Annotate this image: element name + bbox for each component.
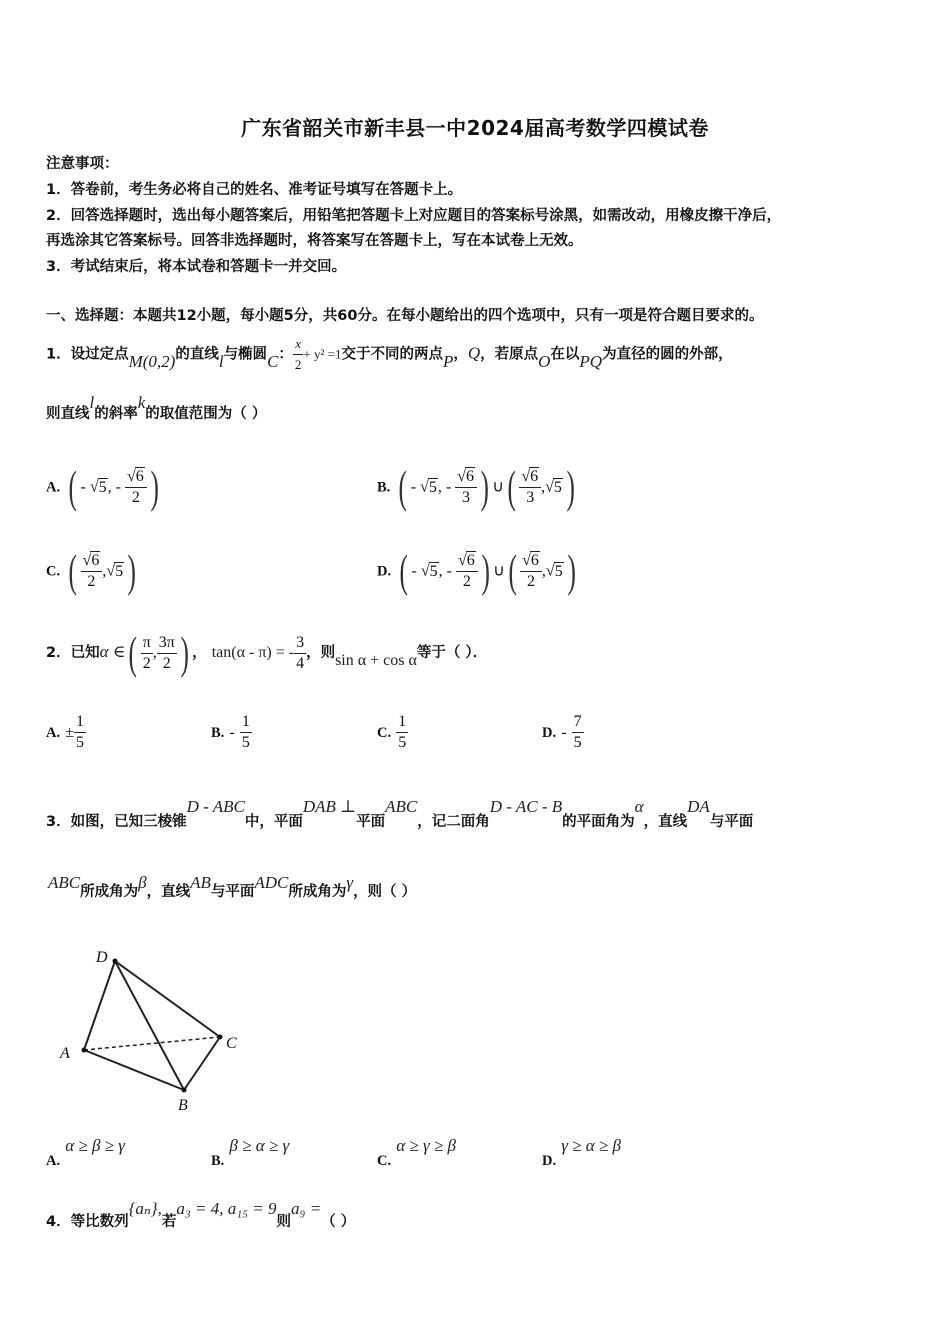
q2-expression: sin α + cos α	[335, 652, 417, 669]
option-expr: γ ≥ α ≥ β	[561, 1136, 621, 1155]
q1-segment-PQ: PQ	[579, 351, 603, 371]
q1-point-P: P	[442, 351, 454, 371]
den: 3	[462, 488, 471, 506]
q3-pyramid: D - ABC	[186, 797, 245, 816]
q4-condition: a₃ = 4, a₁₅ = 9	[176, 1199, 277, 1218]
fraction	[141, 633, 153, 674]
num: 3π	[157, 633, 177, 654]
question-3-line-1	[46, 796, 754, 830]
question-2: 2．已知α ∈( $\frac{\pi}{2}$ , $\frac{3\pi}{2}$ ) ， tan(α - π) = - $\frac{3}{4}$ ，则sin α + cos α等于（ ）．	[46, 627, 488, 678]
q1-text: 的斜率	[94, 406, 138, 422]
text: ，则（ ）	[353, 884, 417, 900]
q1-frac-num: x	[293, 334, 304, 355]
vertex-D	[113, 959, 118, 964]
q2-tan-expr: tan(α - π) = -	[211, 644, 295, 661]
q2-alpha-in: α ∈	[99, 642, 126, 661]
q1-text: 在以	[550, 346, 580, 363]
q1-text: 为直径的圆的外部，	[602, 346, 733, 363]
q1-number: 1．设过定点	[46, 346, 129, 363]
q3-plane-ABC: ABC	[48, 873, 81, 892]
option-expr: α ≥ β ≥ γ	[65, 1136, 125, 1155]
q1-text: 交于不同的两点	[341, 346, 443, 363]
text: 所成角为	[80, 884, 139, 900]
fraction	[240, 712, 252, 753]
q1-text: 的直线	[175, 346, 219, 363]
text: 所成角为	[288, 884, 347, 900]
paren-left: (	[68, 461, 78, 512]
sign: -	[561, 724, 567, 741]
q3-plane-ABC: ABC	[385, 797, 418, 816]
text: , -	[437, 478, 456, 496]
radicand: 6	[91, 551, 100, 569]
den: 5	[75, 734, 84, 751]
sqrt-sign: √	[522, 551, 531, 569]
text: , -	[107, 478, 125, 496]
radicand: 6	[465, 467, 474, 485]
fraction	[294, 633, 306, 674]
notes-item-2b: 再选涂其它答案标号。回答非选择题时，将答案写在答题卡上，写在本试卷上无效。	[46, 233, 583, 249]
radicand: 5	[554, 562, 563, 580]
fraction	[81, 551, 103, 592]
label-D: D	[96, 949, 108, 966]
fraction	[396, 712, 408, 753]
vertex-C	[218, 1035, 223, 1040]
edge-DB	[115, 961, 184, 1090]
paren-right: )	[180, 627, 189, 678]
paren-right: )	[150, 461, 159, 512]
q1-point-Q: Q	[467, 343, 481, 363]
notes-item-2a: 2．回答选择题时，选出每小题答案后，用铅笔把答题卡上对应题目的答案标号涂黑，如需改动，用橡皮擦干净后，	[46, 208, 782, 224]
den: 2	[87, 572, 96, 590]
text: ,	[541, 562, 546, 580]
q4-sequence: {aₙ},	[128, 1199, 162, 1218]
q1-frac-den: 2	[294, 357, 302, 372]
q3-option-b[interactable]	[211, 1136, 290, 1169]
edge-DA	[84, 961, 115, 1050]
den: 2	[131, 488, 140, 506]
q1-origin-O: O	[538, 351, 551, 371]
text: ,	[541, 478, 546, 496]
paren-right: )	[481, 545, 490, 596]
q3-option-c[interactable]	[377, 1136, 456, 1169]
q3-beta: β	[138, 873, 147, 892]
label-A: A	[60, 1045, 70, 1062]
paren-left: (	[128, 627, 138, 678]
text: -	[80, 478, 90, 496]
option-letter: A.	[46, 1153, 61, 1169]
text: -	[411, 562, 421, 580]
fraction	[519, 467, 541, 508]
q3-number: 3．如图，已知三棱锥	[46, 814, 187, 830]
fraction	[157, 633, 177, 674]
q1-text: 则直线	[46, 406, 90, 422]
text: ，	[192, 645, 207, 661]
edge-DC	[115, 961, 220, 1037]
paren-right: )	[566, 461, 575, 512]
paren-right: )	[127, 545, 136, 596]
q2-option-a[interactable]	[46, 712, 86, 753]
den: 3	[526, 488, 535, 506]
q3-option-a[interactable]	[46, 1136, 125, 1169]
page-title: 广东省韶关市新丰县一中2024届高考数学四模试卷	[241, 116, 709, 140]
den: 5	[573, 734, 582, 751]
sqrt-sign: √	[545, 478, 554, 496]
sqrt-sign: √	[521, 467, 531, 485]
den: 2	[142, 654, 151, 672]
paren-left: (	[507, 461, 516, 512]
sqrt-sign: √	[126, 467, 136, 485]
num: 7	[572, 712, 584, 733]
num: 1	[396, 712, 408, 733]
radicand: 6	[466, 551, 475, 569]
fraction	[572, 712, 584, 753]
option-letter: C.	[46, 563, 61, 580]
den: 5	[241, 734, 250, 751]
fraction	[455, 467, 477, 508]
paren-right: )	[567, 545, 576, 596]
q3-line-DA: DA	[687, 797, 710, 816]
num: 3	[294, 633, 306, 654]
option-letter: D.	[542, 1153, 557, 1169]
option-letter: B.	[211, 725, 225, 741]
q1-text: ，若原点	[480, 346, 539, 363]
den: 5	[398, 734, 407, 751]
question-1-line-2	[46, 393, 267, 423]
text: 等于（ ）．	[416, 645, 488, 661]
sqrt-sign: √	[420, 478, 429, 496]
question-4	[46, 1198, 356, 1230]
paren-left: (	[508, 545, 517, 596]
den: 4	[296, 654, 305, 672]
q1-option-d[interactable]	[377, 545, 579, 596]
q3-option-d[interactable]	[542, 1136, 621, 1169]
q1-option-b[interactable]	[377, 461, 578, 512]
q1-text: 与椭圆	[223, 346, 268, 363]
option-letter: A.	[46, 725, 61, 741]
sqrt-sign: √	[457, 551, 467, 569]
q3-line-AB: AB	[190, 873, 211, 892]
text: ，直线	[643, 814, 688, 830]
q1-text: ：	[278, 346, 293, 363]
num: π	[141, 633, 153, 654]
text: 则	[276, 1214, 292, 1230]
vertex-A	[82, 1048, 87, 1053]
option-expr: β ≥ α ≥ γ	[229, 1136, 290, 1155]
text: 中，平面	[244, 814, 303, 830]
paren-left: (	[398, 461, 408, 512]
option-letter: D.	[542, 725, 557, 741]
paren-left: (	[68, 545, 78, 596]
paren-left: (	[399, 545, 409, 596]
text: , -	[438, 562, 456, 580]
notes-item-3: 3．考试结束后，将本试卷和答题卡一并交回。	[46, 259, 347, 275]
den: 2	[527, 572, 536, 590]
text: 平面	[356, 814, 386, 830]
q1-option-c[interactable]	[46, 545, 139, 596]
tetrahedron-figure	[50, 944, 250, 1116]
text: 的平面角为	[562, 814, 635, 830]
q3-alpha: α	[634, 797, 644, 816]
sqrt-sign: √	[420, 562, 430, 580]
sign: ±	[65, 724, 74, 741]
num: 1	[74, 712, 86, 733]
radicand: 5	[429, 562, 438, 580]
text: ，记二面角	[417, 814, 490, 830]
union-symbol: ∪	[493, 562, 505, 580]
sqrt-sign: √	[106, 562, 116, 580]
option-letter: B.	[211, 1153, 225, 1169]
q1-eq-rest: + y² =1	[303, 346, 342, 362]
den: 2	[462, 572, 471, 590]
text: （ ）	[321, 1214, 356, 1230]
q3-plane-DAB: DAB ⊥	[302, 797, 357, 816]
question-1-line-1	[46, 334, 733, 375]
option-letter: A.	[46, 479, 61, 496]
option-letter: B.	[377, 479, 391, 496]
q1-ellipse-C: C	[267, 351, 279, 371]
q2-option-b[interactable]	[211, 712, 252, 753]
text: ,	[102, 562, 107, 580]
sqrt-sign: √	[82, 551, 92, 569]
notes-heading: 注意事项：	[46, 156, 119, 172]
q1-option-a[interactable]	[46, 461, 162, 512]
option-letter: C.	[377, 1153, 392, 1169]
text: 与平面	[709, 814, 754, 830]
question-3-line-2	[48, 872, 417, 900]
union-symbol: ∪	[492, 478, 504, 496]
text: 若	[161, 1214, 177, 1230]
q1-text: ，	[453, 346, 468, 363]
q1-line-l: l	[218, 351, 224, 371]
num: 1	[240, 712, 252, 733]
fraction	[456, 551, 478, 592]
q3-dihedral: D - AC - B	[489, 797, 563, 816]
option-letter: D.	[377, 563, 392, 580]
q3-gamma: γ	[346, 873, 354, 892]
radicand: 6	[135, 467, 144, 485]
text: -	[410, 478, 421, 496]
radicand: 6	[530, 551, 539, 569]
paren-right: )	[480, 461, 489, 512]
text: ，直线	[146, 884, 191, 900]
q4-number: 4．等比数列	[46, 1214, 129, 1230]
q1-line-l: l	[89, 393, 95, 412]
edge-BC	[184, 1037, 220, 1090]
den: 2	[162, 654, 171, 672]
q2-option-c[interactable]	[377, 712, 408, 753]
q3-plane-ADC: ADC	[254, 873, 289, 892]
q2-number: 2．已知	[46, 645, 100, 661]
radicand: 5	[428, 478, 437, 496]
q1-text: 的取值范围为（ ）	[145, 406, 267, 422]
sqrt-sign: √	[457, 467, 466, 485]
notes-item-1: 1．答卷前，考生务必将自己的姓名、准考证号填写在答题卡上。	[46, 182, 463, 198]
sign: -	[229, 724, 235, 741]
text: ，则	[306, 645, 336, 661]
radicand: 5	[115, 562, 124, 580]
radicand: 5	[553, 478, 562, 496]
fraction	[125, 467, 147, 508]
option-expr: α ≥ γ ≥ β	[396, 1136, 456, 1155]
fraction	[520, 551, 542, 592]
radicand: 6	[530, 467, 539, 485]
q2-option-d[interactable]	[542, 712, 584, 753]
edge-AB	[84, 1050, 184, 1090]
text: 与平面	[210, 884, 255, 900]
q4-a9: a₉ =	[291, 1199, 322, 1218]
vertex-B	[182, 1088, 187, 1093]
fraction	[74, 712, 86, 753]
q1-ellipse-fraction	[293, 334, 304, 375]
option-letter: C.	[377, 725, 392, 741]
q1-point-M: M(0,2)	[128, 351, 176, 371]
edge-AC-hidden	[84, 1037, 220, 1050]
label-B: B	[178, 1097, 188, 1114]
sqrt-sign: √	[89, 478, 99, 496]
radicand: 5	[98, 478, 107, 496]
label-C: C	[226, 1035, 237, 1052]
sqrt-sign: √	[545, 562, 555, 580]
q1-slope-k: k	[137, 393, 146, 412]
section-heading: 一、选择题：本题共12小题，每小题5分，共60分。在每小题给出的四个选项中，只有一项是符合题目要求的。	[46, 308, 764, 324]
